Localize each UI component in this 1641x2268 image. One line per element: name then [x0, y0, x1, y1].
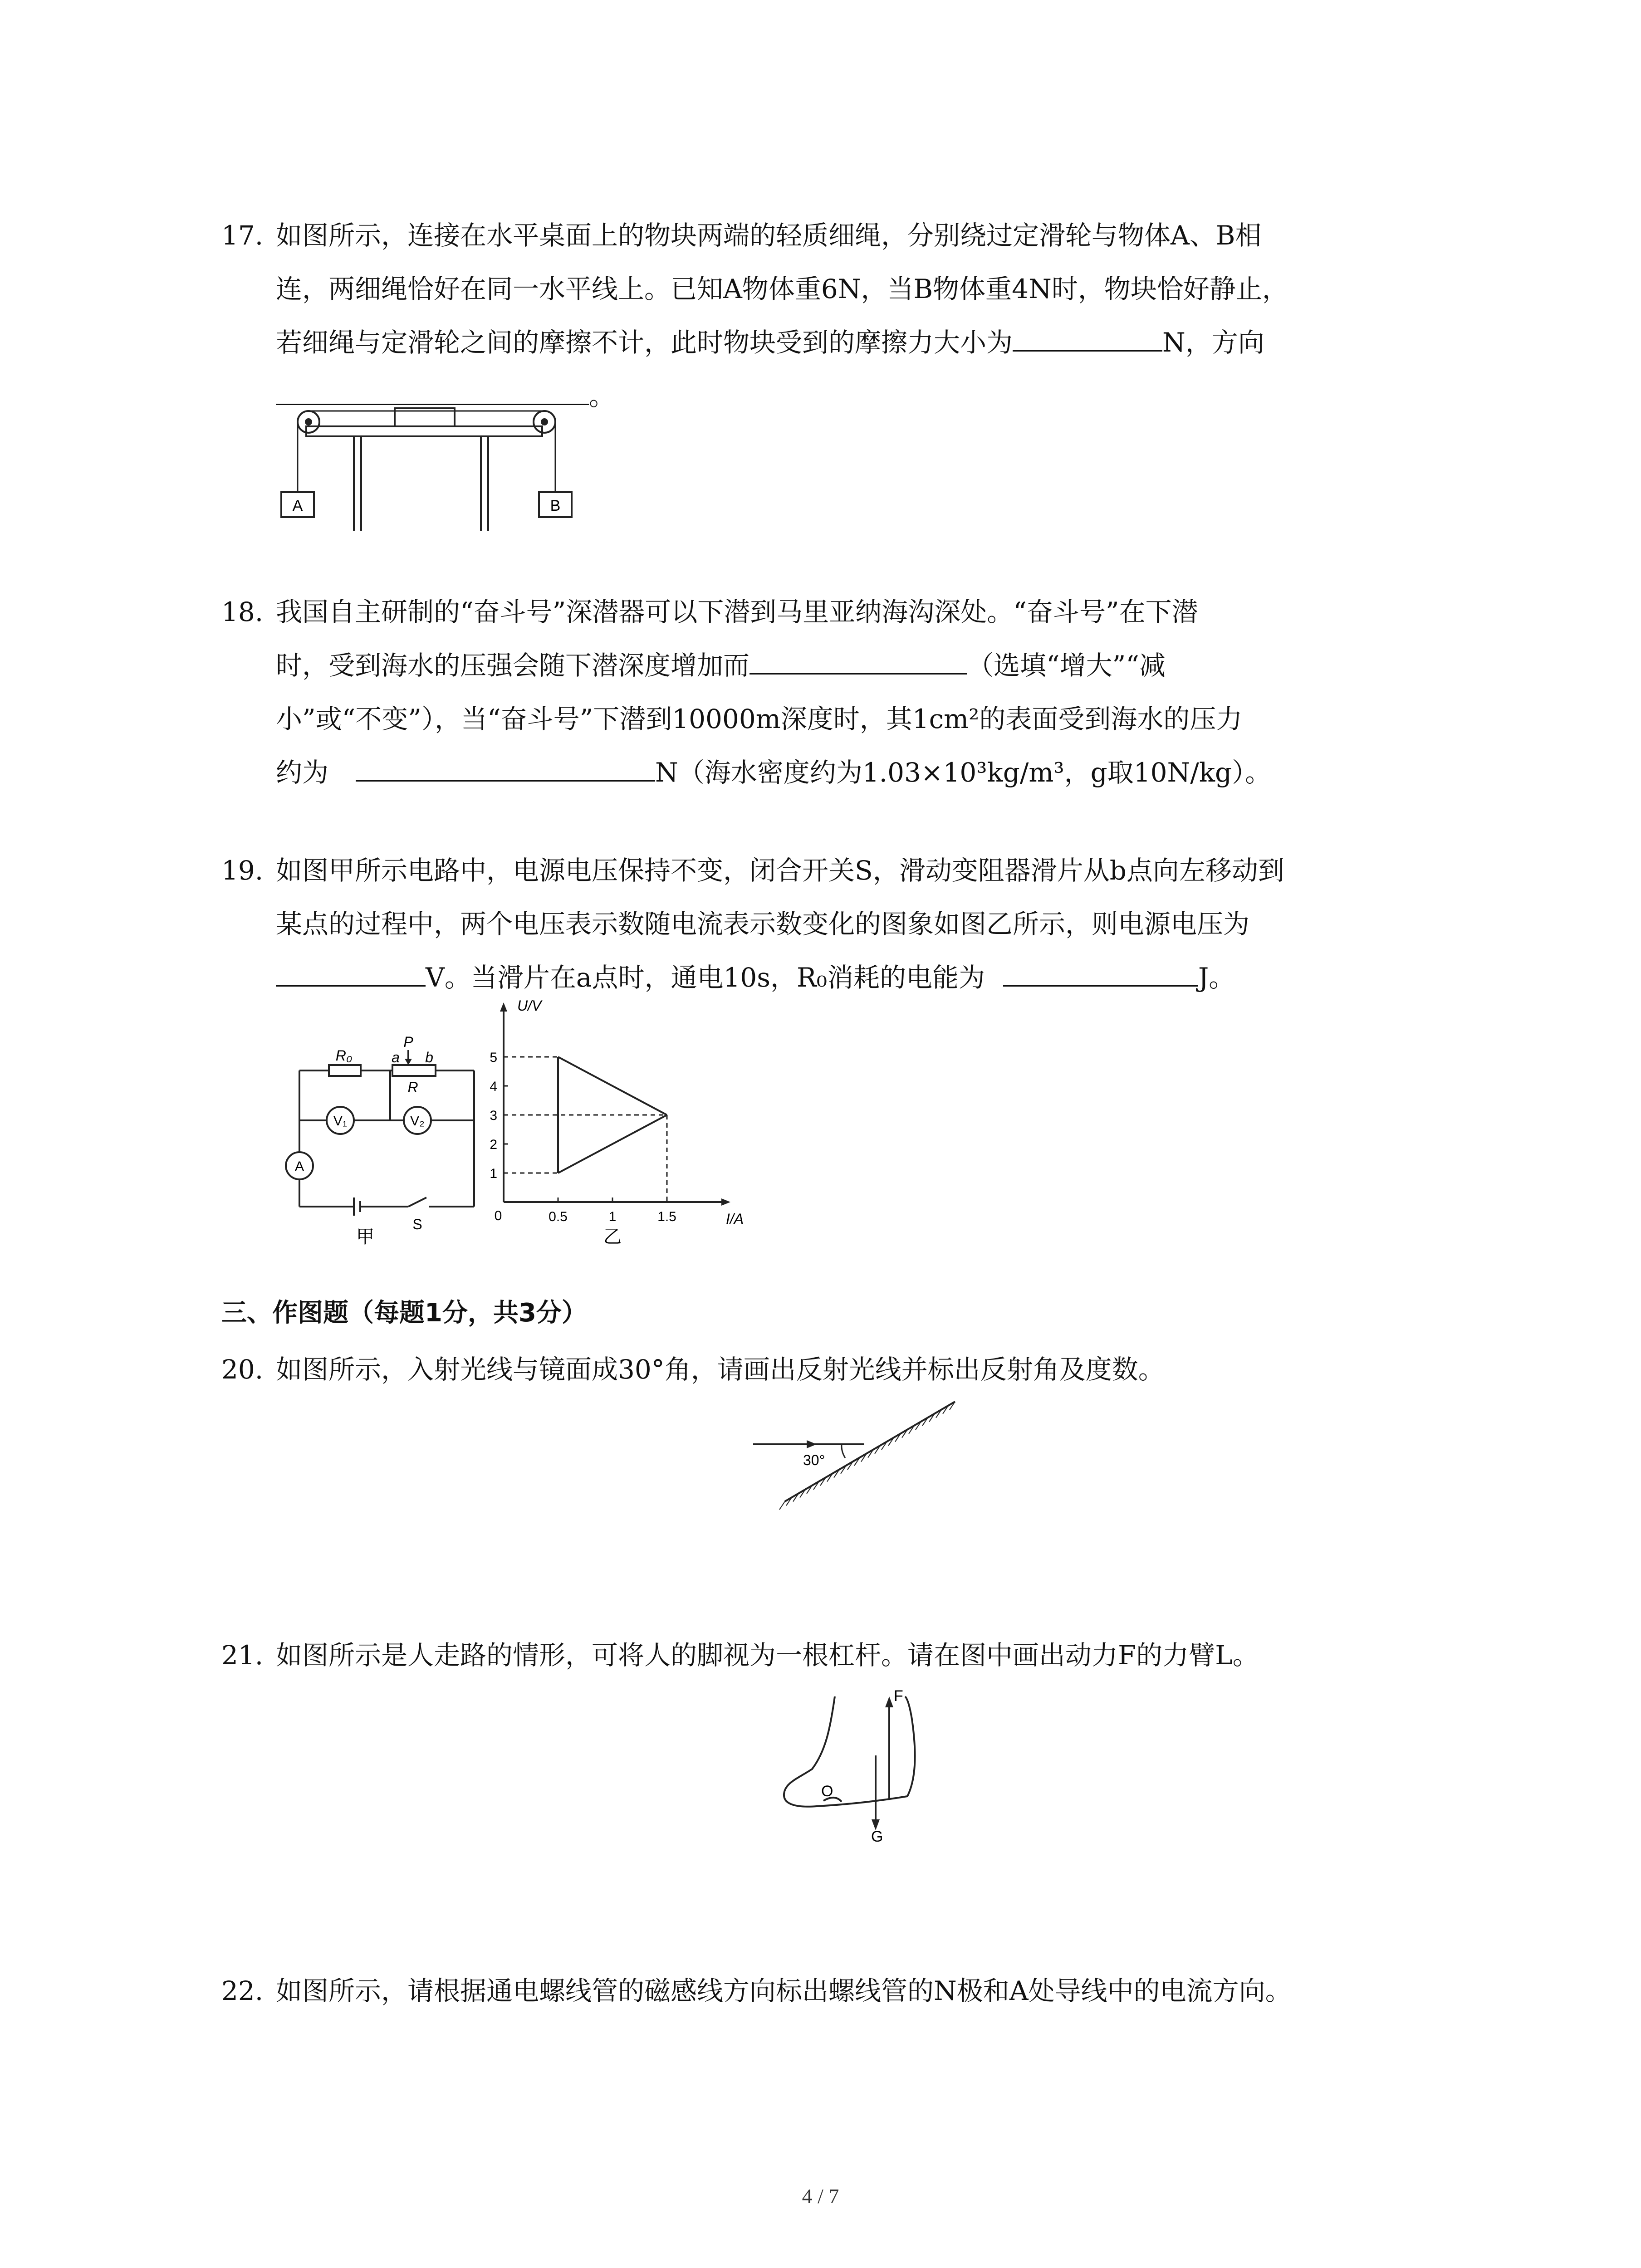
question-number: 20.: [221, 1354, 264, 1385]
label-a: A: [292, 497, 303, 514]
label-ammeter: A: [294, 1159, 304, 1174]
question-number: 19.: [221, 855, 264, 886]
rheostat-r: [392, 1065, 436, 1076]
question-text: 小”或“不变”），当“奋斗号”下潜到10000m深度时，其1cm²的表面受到海水的压力: [276, 704, 1243, 734]
question-text: 如图所示，连接在水平桌面上的物块两端的轻质细绳，分别绕过定滑轮与物体A、B相: [276, 220, 1262, 251]
question-text: 如图所示，请根据通电螺线管的磁感线方向标出螺线管的N极和A处导线中的电流方向。: [276, 1975, 1292, 2006]
angle-label: 30°: [803, 1452, 825, 1468]
mirror: [785, 1402, 955, 1501]
question-text: J。: [1198, 962, 1235, 993]
answer-blank[interactable]: [749, 646, 967, 675]
question-text: 连，两细绳恰好在同一水平线上。已知A物体重6N，当B物体重4N时，物块恰好静止，: [276, 274, 1288, 304]
pulley-table-figure: [272, 408, 590, 544]
label-r0: R₀: [335, 1047, 353, 1064]
question-text: 若细绳与定滑轮之间的摩擦不计，此时物块受到的摩擦力大小为: [276, 327, 1013, 358]
question-text: N（海水密度约为1.03×10³kg/m³，g取10N/kg）。: [655, 757, 1272, 788]
label-g: G: [871, 1828, 883, 1845]
label-s: S: [412, 1216, 422, 1232]
question-20: [221, 1343, 1465, 1396]
question-text: N，方向: [1162, 327, 1264, 358]
y-tick-label: 2: [490, 1137, 497, 1152]
question-19: [221, 844, 1465, 1004]
answer-blank[interactable]: [1013, 323, 1162, 352]
label-r: R: [407, 1079, 418, 1095]
table-top: [306, 426, 542, 436]
question-17: [221, 209, 1465, 423]
label-b: b: [425, 1049, 433, 1066]
question-text: 。: [589, 381, 616, 411]
resistor-r0: [329, 1065, 361, 1076]
question-text: 如图甲所示电路中，电源电压保持不变，闭合开关S，滑动变阻器滑片从b点向左移动到: [276, 855, 1284, 886]
foot-lever-figure: [780, 1687, 944, 1845]
y-tick-label: 5: [490, 1050, 497, 1065]
x-tick-label: 0.5: [549, 1209, 568, 1224]
answer-blank[interactable]: [276, 376, 589, 405]
label-v2: V₂: [410, 1114, 425, 1129]
question-text: 某点的过程中，两个电压表示数随电流表示数变化的图象如图乙所示，则电源电压为: [276, 909, 1250, 939]
question-text: V。当滑片在a点时，通电10s，R₀消耗的电能为: [426, 962, 985, 993]
origin-label: 0: [494, 1208, 502, 1223]
switch-s: [408, 1198, 426, 1207]
question-number: 22.: [221, 1975, 264, 2006]
y-axis-label: U/V: [517, 997, 542, 1014]
question-21: [221, 1628, 1465, 1682]
question-text: 如图所示，入射光线与镜面成30°角，请画出反射光线并标出反射角及度数。: [276, 1354, 1165, 1385]
u-i-graph: [490, 993, 744, 1247]
question-text: 时，受到海水的压强会随下潜深度增加而: [276, 650, 750, 681]
question-number: 18.: [221, 596, 264, 627]
question-number: 17.: [221, 220, 264, 251]
circuit-diagram: [272, 1030, 481, 1247]
y-tick-label: 3: [490, 1108, 497, 1123]
graph-line: [558, 1115, 667, 1173]
question-22: [221, 1964, 1465, 2018]
label-b: B: [550, 497, 561, 514]
caption-yi: 乙: [603, 1227, 622, 1247]
x-tick-label: 1: [608, 1209, 617, 1224]
y-tick-label: 1: [490, 1166, 497, 1181]
page-number: 4 / 7: [802, 2185, 839, 2208]
question-text: （选填“增大”“减: [967, 650, 1166, 681]
section-title: 三、作图题（每题1分，共3分）: [221, 1298, 587, 1328]
label-f: F: [894, 1687, 903, 1705]
mirror-figure: [749, 1397, 962, 1515]
label-v1: V₁: [333, 1114, 348, 1129]
label-a: a: [392, 1049, 400, 1066]
answer-blank[interactable]: [1003, 958, 1198, 987]
question-text: 如图所示是人走路的情形，可将人的脚视为一根杠杆。请在图中画出动力F的力臂L。: [276, 1640, 1259, 1671]
question-18: [221, 585, 1465, 799]
caption-jia: 甲: [356, 1227, 374, 1247]
answer-blank[interactable]: [276, 958, 426, 987]
x-axis-label: I/A: [726, 1211, 744, 1227]
question-text: 我国自主研制的“奋斗号”深潜器可以下潜到马里亚纳海沟深处。“奋斗号”在下潜: [276, 596, 1198, 627]
x-tick-label: 1.5: [657, 1209, 676, 1224]
question-text: 约为: [276, 757, 329, 788]
label-o: O: [821, 1783, 833, 1800]
foot-outline: [784, 1696, 915, 1807]
answer-blank[interactable]: [356, 753, 655, 782]
graph-line: [558, 1057, 667, 1115]
y-tick-label: 4: [490, 1079, 497, 1094]
label-p: P: [403, 1034, 413, 1050]
question-number: 21.: [221, 1640, 264, 1671]
